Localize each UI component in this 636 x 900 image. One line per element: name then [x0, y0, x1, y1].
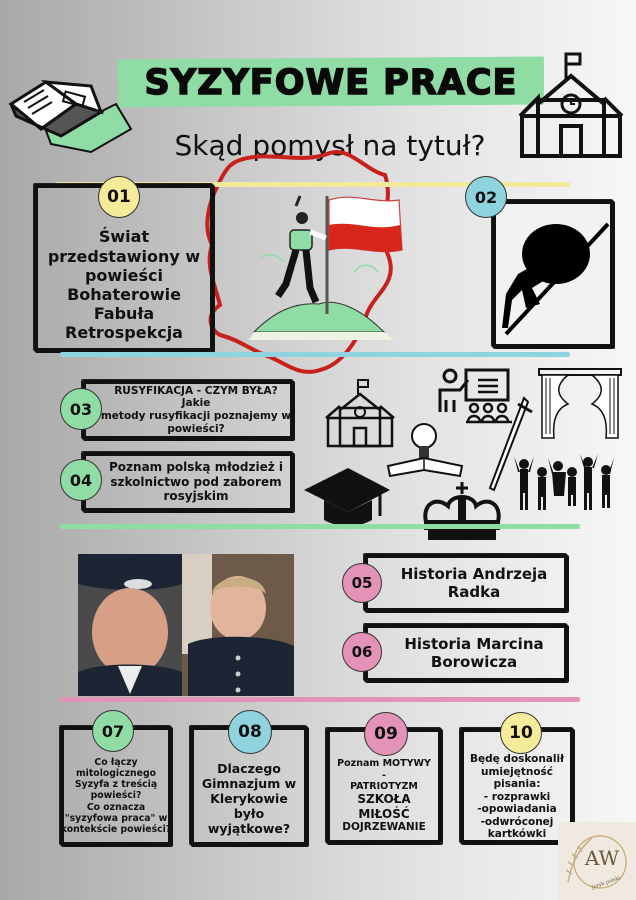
- divider-blue: [60, 352, 570, 357]
- card-07-line: mitologicznego: [75, 768, 156, 780]
- card-09-text: [328, 756, 440, 836]
- card-04-text: [100, 455, 292, 509]
- card-10-line: -odwróconej: [480, 815, 554, 828]
- card-06-text: [382, 628, 566, 678]
- card-10-text: [460, 752, 574, 842]
- author-logo: [558, 822, 636, 900]
- badge-02: 02: [465, 176, 507, 218]
- badge-05: 05: [342, 563, 382, 603]
- card-10-line: - rozprawki: [483, 790, 551, 803]
- page-title: SYZYFOWE PRACE: [144, 63, 518, 103]
- badge-10: 10: [500, 712, 542, 754]
- graduation-cap-icon: [302, 466, 392, 530]
- badge-08: 08: [228, 710, 272, 754]
- card-10-line: kartkówki: [487, 828, 547, 841]
- card-08-line: Klerykowie: [210, 790, 288, 806]
- card-09-line: -: [382, 769, 386, 781]
- card-03-line: powieści?: [167, 422, 225, 435]
- logo-caption: Język polski: [590, 875, 622, 891]
- card-10-line: pisania:: [493, 778, 541, 791]
- card-09-line: DOJRZEWANIE: [342, 821, 426, 834]
- card-05-line: Radka: [447, 583, 501, 601]
- card-01-line: Bohaterowie: [67, 285, 181, 304]
- celebrating-crowd-icon: [512, 452, 616, 512]
- badge-03: 03: [60, 388, 102, 430]
- logo-monogram: AW: [584, 846, 620, 870]
- badge-04: 04: [60, 459, 102, 501]
- card-07-line: kontekście powieści?: [60, 823, 172, 835]
- card-06-line: Historia Marcina: [404, 635, 544, 653]
- card-09-line: SZKOŁA: [357, 792, 411, 807]
- card-07-line: Co oznacza: [86, 801, 146, 813]
- card-01-line: powieści: [84, 265, 164, 285]
- badge-06: 06: [342, 632, 382, 672]
- card-10-line: Będę doskonalił: [470, 752, 564, 765]
- card-08-line: Gimnazjum w: [201, 775, 297, 791]
- card-01-line: Fabuła: [93, 304, 155, 324]
- school-building-icon: [516, 52, 626, 160]
- film-still-photo: [78, 554, 294, 696]
- climber-with-flag-illustration: [244, 192, 444, 342]
- card-09-line: Poznam MOTYWY: [337, 758, 431, 770]
- card-04-line: rosyjskim: [163, 489, 229, 504]
- card-07-line: "syzyfowa praca" w: [64, 812, 168, 824]
- card-04-line: szkolnictwo pod zaborem: [110, 474, 282, 489]
- card-08-line: wyjątkowe?: [207, 820, 291, 836]
- page-subtitle: Skąd pomysł na tytuł?: [174, 129, 486, 162]
- sisyphus-pushing-boulder-icon: [496, 204, 610, 344]
- card-10-line: -opowiadania: [477, 803, 557, 816]
- card-09-line: MIŁOŚĆ: [358, 806, 410, 821]
- card-01-line: Świat: [98, 227, 150, 247]
- theater-curtains-icon: [538, 368, 622, 440]
- card-07-line: powieści?: [90, 790, 142, 802]
- divider-pink: [60, 697, 580, 702]
- card-06-line: Borowicza: [430, 653, 518, 671]
- card-07-line: Co łączy: [94, 756, 138, 768]
- card-05-text: [382, 558, 566, 608]
- card-04-line: Poznam polską młodzież i: [109, 460, 283, 475]
- card-08-line: było: [233, 805, 265, 821]
- card-09-line: PATRIOTYZM: [350, 781, 418, 792]
- card-08-text: [192, 756, 306, 840]
- card-03-line: metody rusyfikacji poznajemy w: [100, 410, 292, 422]
- badge-07: 07: [92, 710, 134, 752]
- card-03-text: [100, 384, 292, 436]
- badge-09: 09: [364, 712, 408, 756]
- divider-green: [60, 524, 580, 529]
- card-01-text: [38, 222, 210, 348]
- card-05-line: Historia Andrzeja: [400, 565, 548, 583]
- lightbulb-book-icon: [386, 418, 466, 480]
- crown-icon: [420, 480, 504, 542]
- card-08-line: Dlaczego: [217, 760, 281, 776]
- open-book-icon: [6, 74, 136, 154]
- card-07-line: Syzyfa z treścią: [74, 779, 158, 791]
- card-01-line: Retrospekcja: [65, 323, 183, 343]
- badge-01: 01: [98, 176, 140, 218]
- card-01-line: przedstawiony w: [47, 246, 201, 266]
- card-03-line: RUSYFIKACJA - CZYM BYŁA? Jakie: [114, 384, 278, 410]
- card-07-text: [56, 752, 176, 840]
- card-10-line: umiejętność: [480, 765, 554, 778]
